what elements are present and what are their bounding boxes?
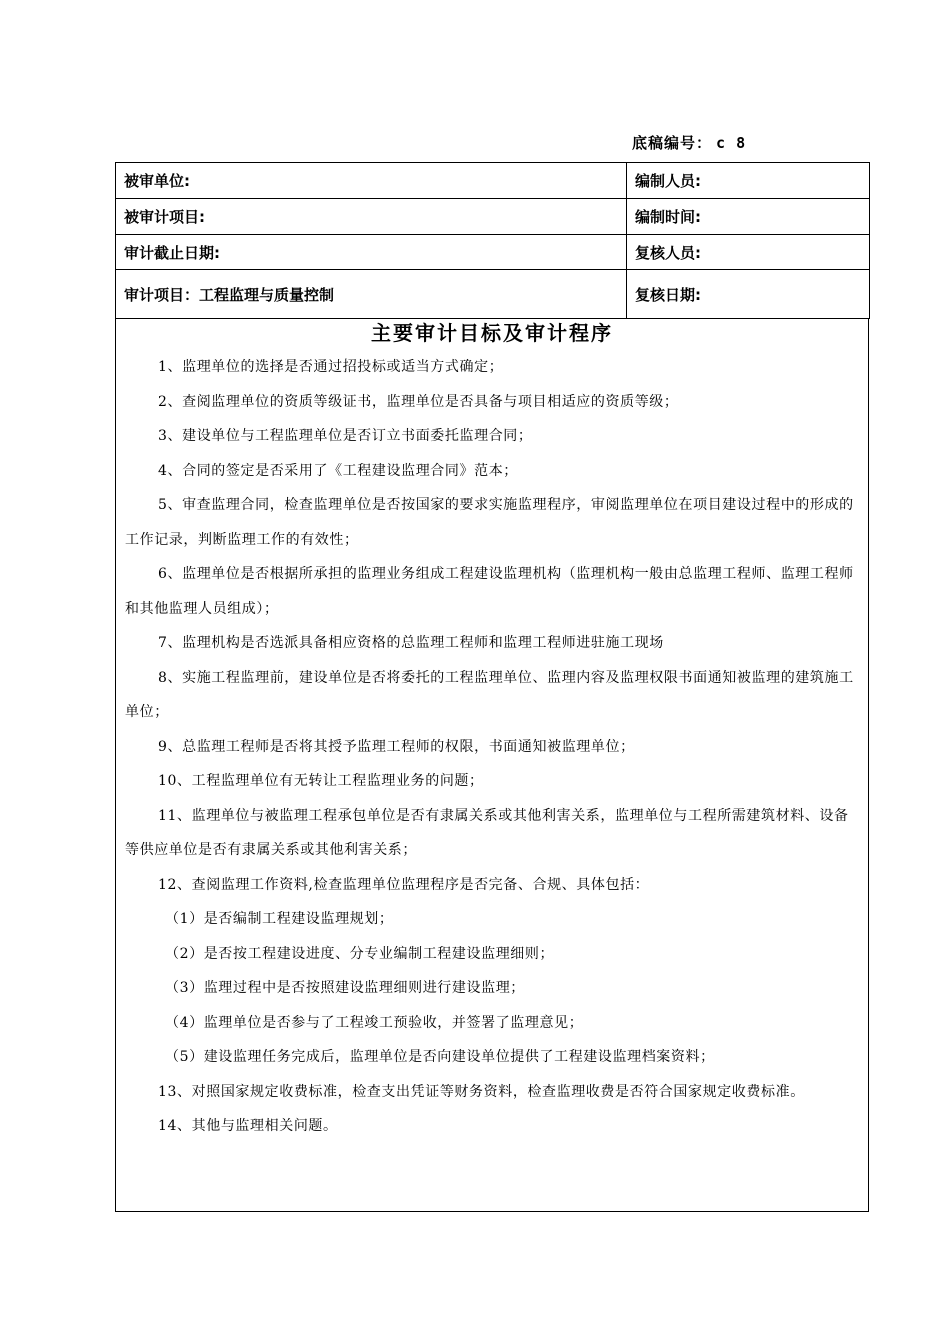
review-date-label: 复核日期: [627, 270, 870, 319]
procedure-subitem: （2）是否按工程建设进度、分专业编制工程建设监理细则； [165, 945, 555, 962]
header-row [116, 163, 870, 199]
audit-item-label: 审计项目：工程监理与质量控制 [116, 270, 627, 319]
audited-project-label: 被审计项目: [116, 199, 627, 235]
procedure-item: 8、实施工程监理前，建设单位是否将委托的工程监理单位、监理内容及监理权限书面通知被监理的建筑施工单位； [125, 669, 854, 720]
procedure-item: 2、查阅监理单位的资质等级证书，监理单位是否具备与项目相适应的资质等级； [158, 393, 679, 410]
procedure-subitem: （1）是否编制工程建设监理规划； [165, 911, 394, 927]
procedure-item: 3、建设单位与工程监理单位是否订立书面委托监理合同； [158, 428, 533, 444]
procedure-item: 12、查阅监理工作资料,检查监理单位监理程序是否完备、合规、具体包括： [158, 876, 650, 893]
document-code-value: c 8 [716, 134, 747, 152]
procedure-item: 1、监理单位的选择是否通过招投标或适当方式确定； [158, 359, 504, 375]
audit-cutoff-date-label: 审计截止日期: [116, 235, 627, 270]
header-table [115, 162, 870, 319]
header-row [116, 235, 870, 270]
document-code [632, 132, 746, 153]
preparer-label: 编制人员: [627, 163, 870, 199]
audited-unit-label: 被审单位: [116, 163, 627, 199]
procedure-item: 11、监理单位与被监理工程承包单位是否有隶属关系或其他利害关系，监理单位与工程所需建筑材料、设备等供应单位是否有隶属关系或其他利害关系； [125, 807, 849, 858]
document-code-label: 底稿编号： [632, 134, 713, 152]
procedure-subitem: （4）监理单位是否参与了工程竣工预验收，并签署了监理意见； [165, 1014, 584, 1031]
procedure-subitem: （3）监理过程中是否按照建设监理细则进行建设监理； [165, 980, 525, 996]
procedure-item: 4、合同的签定是否采用了《工程建设监理合同》范本； [158, 462, 518, 479]
prepared-date-label: 编制时间: [627, 199, 870, 235]
procedure-item: 7、监理机构是否选派具备相应资格的总监理工程师和监理工程师进驻施工现场 [158, 635, 664, 651]
procedure-list [125, 350, 861, 1144]
procedure-item: 6、监理单位是否根据所承担的监理业务组成工程建设监理机构（监理机构一般由总监理工程师、监理工程师和其他监理人员组成）； [125, 566, 854, 617]
procedure-item: 9、总监理工程师是否将其授予监理工程师的权限，书面通知被监理单位； [158, 738, 635, 755]
procedure-item: 5、审查监理合同，检查监理单位是否按国家的要求实施监理程序，审阅监理单位在项目建设过程中的形成的工作记录，判断监理工作的有效性； [125, 497, 854, 548]
procedure-item: 13、对照国家规定收费标准，检查支出凭证等财务资料，检查监理收费是否符合国家规定收费标准。 [158, 1083, 805, 1100]
procedure-item: 10、工程监理单位有无转让工程监理业务的问题； [158, 773, 484, 789]
header-row [116, 270, 870, 319]
procedure-subitem: （5）建设监理任务完成后，监理单位是否向建设单位提供了工程建设监理档案资料； [165, 1049, 715, 1065]
header-row [116, 199, 870, 235]
reviewer-label: 复核人员: [627, 235, 870, 270]
procedure-item: 14、其他与监理相关问题。 [158, 1118, 338, 1134]
audit-procedures-box [115, 318, 869, 1212]
main-title: 主要审计目标及审计程序 [371, 321, 613, 345]
